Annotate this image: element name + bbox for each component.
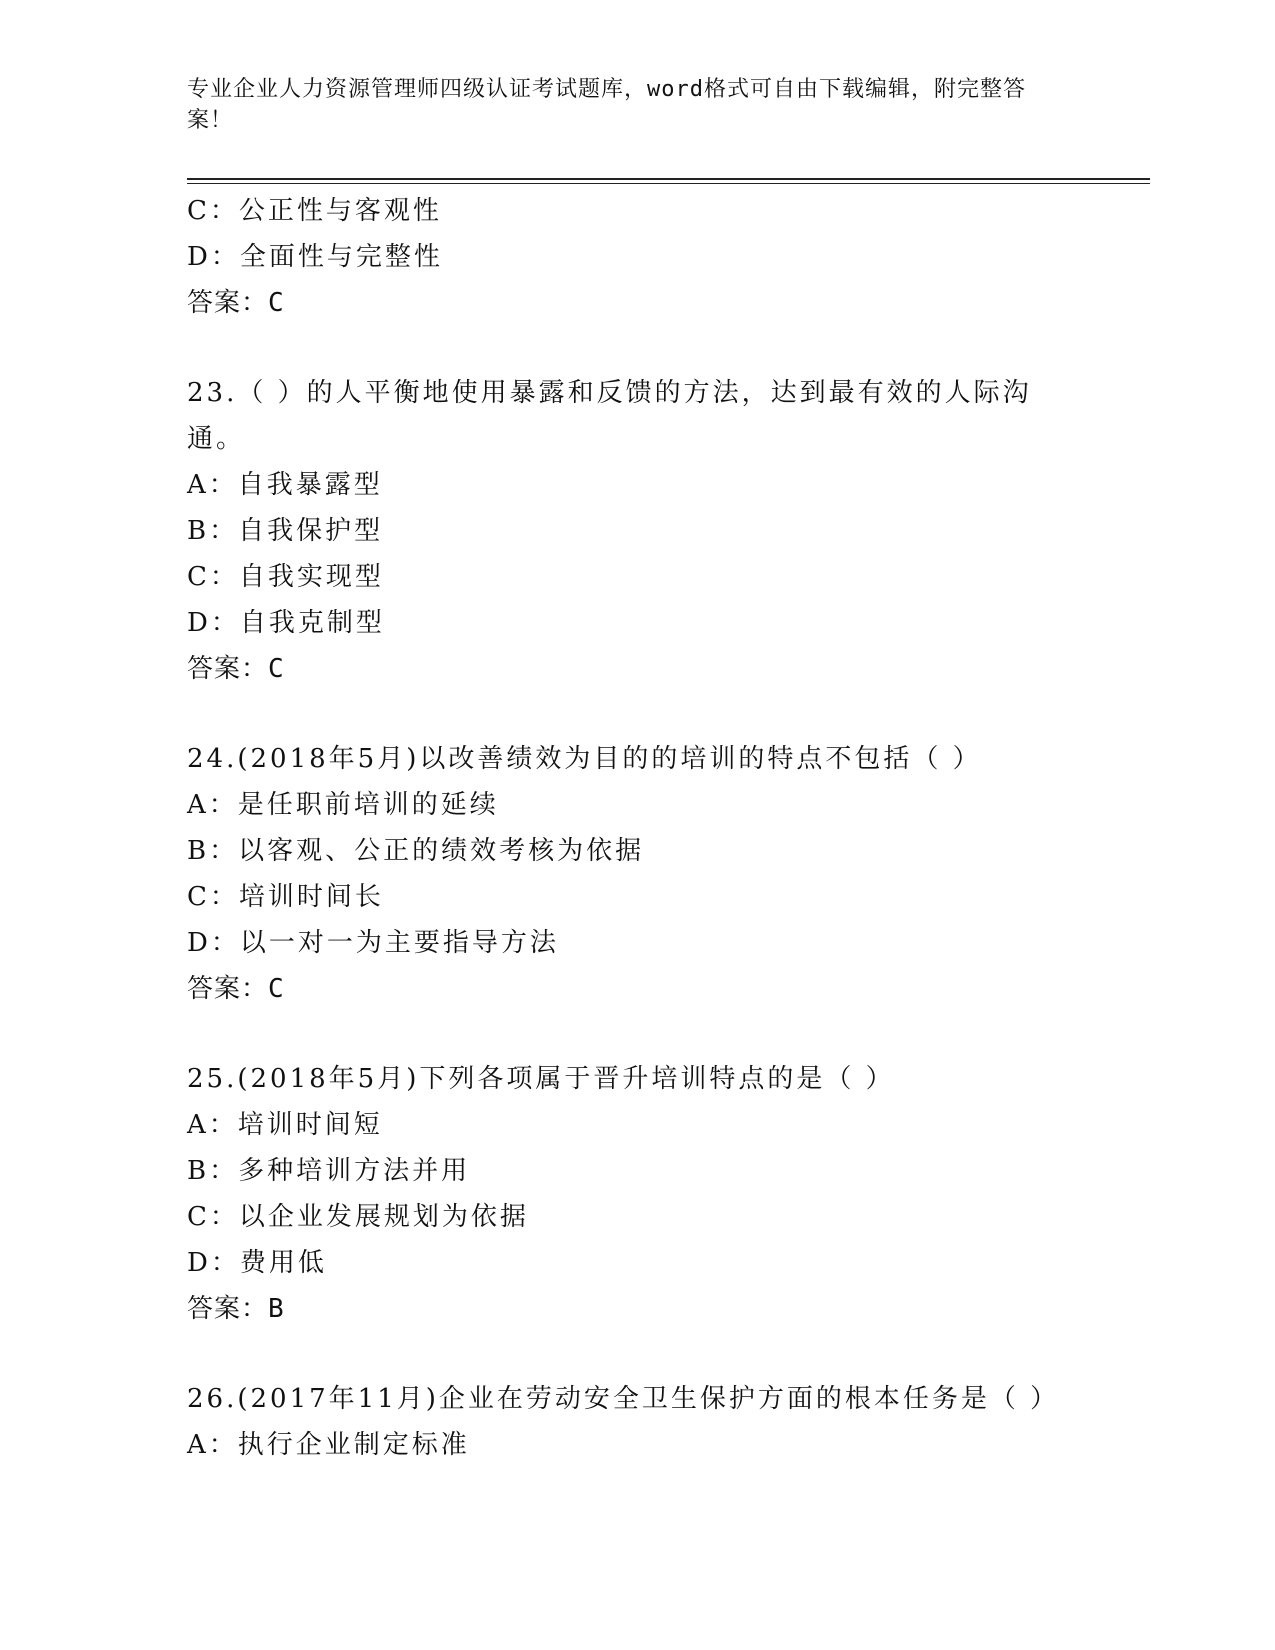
answer-line: 答案：C (187, 974, 285, 1004)
question-25 (187, 1056, 1087, 1332)
option-b: B：以客观、公正的绩效考核为依据 (187, 836, 645, 866)
question-content (187, 188, 1087, 1468)
answer-line: 答案：C (187, 288, 285, 318)
option-b: B：自我保护型 (187, 516, 384, 546)
question-26 (187, 1376, 1087, 1468)
option-a: A：培训时间短 (187, 1110, 383, 1140)
option-d: D：全面性与完整性 (187, 242, 443, 272)
option-d: D：以一对一为主要指导方法 (187, 928, 559, 958)
option-c: C：自我实现型 (187, 562, 384, 592)
question-stem: 26.(2017年11月)企业在劳动安全卫生保护方面的根本任务是（ ） (187, 1384, 1060, 1414)
question-stem: 24.(2018年5月)以改善绩效为目的的培训的特点不包括（ ） (187, 744, 982, 774)
option-c: C：以企业发展规划为依据 (187, 1202, 529, 1232)
question-stem: 23.（ ）的人平衡地使用暴露和反馈的方法，达到最有效的人际沟通。 (187, 378, 1032, 454)
option-d: D：自我克制型 (187, 608, 385, 638)
option-c: C：公正性与客观性 (187, 196, 442, 226)
question-stem: 25.(2018年5月)下列各项属于晋升培训特点的是（ ） (187, 1064, 895, 1094)
option-b: B：多种培训方法并用 (187, 1156, 471, 1186)
question-23 (187, 370, 1087, 692)
option-a: A：是任职前培训的延续 (187, 790, 499, 820)
answer-line: 答案：C (187, 654, 285, 684)
header-rule-thick (187, 178, 1150, 180)
page-header: 专业企业人力资源管理师四级认证考试题库，word格式可自由下载编辑，附完整答案！ (187, 77, 1026, 133)
answer-line: 答案：B (187, 1294, 285, 1324)
question-24 (187, 736, 1087, 1012)
option-a: A：自我暴露型 (187, 470, 383, 500)
option-d: D：费用低 (187, 1248, 327, 1278)
continued-question (187, 188, 1087, 326)
option-a: A：执行企业制定标准 (187, 1430, 470, 1460)
option-c: C：培训时间长 (187, 882, 384, 912)
header-rule-thin (187, 183, 1150, 184)
